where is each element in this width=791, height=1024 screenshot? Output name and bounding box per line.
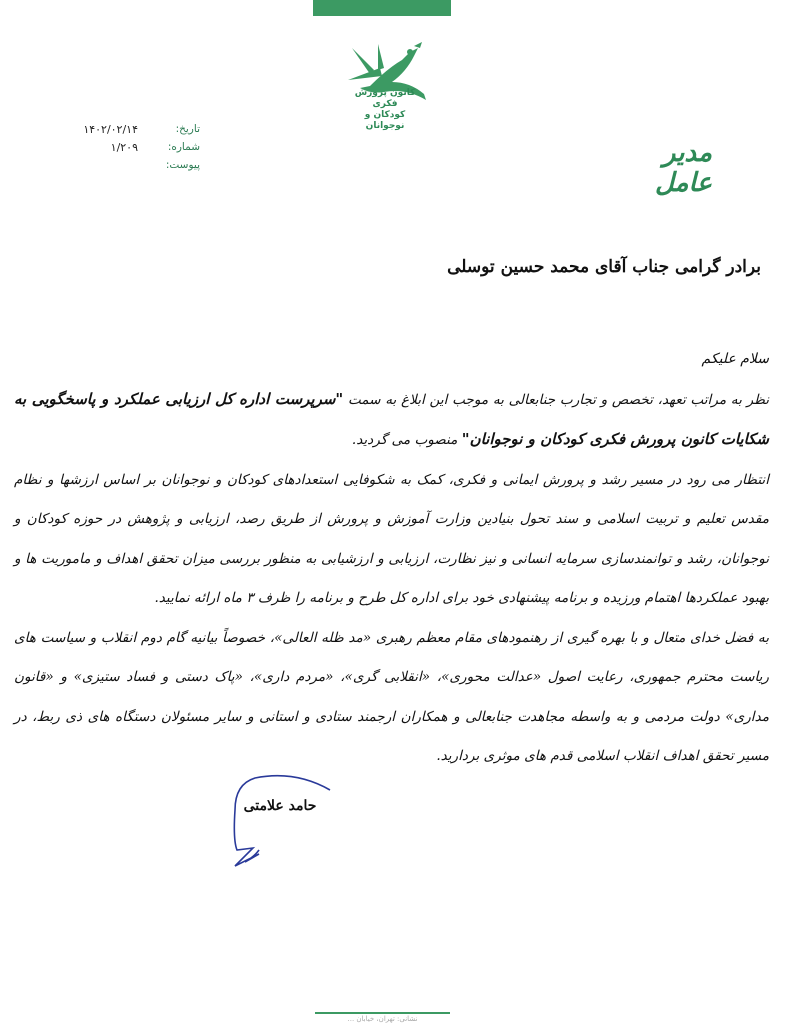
organization-name-line1: کانون پرورش فکری (354, 88, 416, 109)
meta-date-label: تاریخ: (175, 123, 200, 135)
appointment-intro: نظر به مراتب تعهد، تخصص و تجارب جنابعالی به موجب این ابلاغ به سمت (343, 391, 769, 408)
meta-date-value: ۱۴۰۲/۰۲/۱۴ (83, 122, 138, 136)
meta-number (30, 138, 200, 156)
organization-name-line2: کودکان و نوجوانان (364, 110, 406, 131)
greeting: سلام علیکم (701, 351, 769, 367)
signature-scribble-icon (215, 770, 345, 870)
paragraph-closing: به فضل خدای متعال و با بهره گیری از رهنمودهای مقام معظم رهبری «مد ظله العالی»، خصوصاً بیانیه گام دوم انقلاب و سیاست های ریاست محترم جمهوری، رعایت اصول «عدالت محوری»، «انقلابی گری»، «مردم داری»، «پاک دستی و فساد ستیزی» و «قانون مداری» دولت مردمی و به واسطه مجاهدت جنابعالی و همکاران ارجمند ستادی و استانی و سایر مسئولان دستگاه های ذی ربط، در مسیر تحقق اهداف انقلاب اسلامی قدم های موثری بردارید. (14, 629, 769, 764)
meta-date (30, 120, 200, 138)
paragraph-expectations: انتظار می رود در مسیر رشد و پرورش ایمانی و فکری، کمک به شکوفایی استعدادهای کودکان و نوجوانان بر اساس ارزشها و نظام مقدس تعلیم و تربیت اسلامی و سند تحول بنیادین وزارت آموزش و پرورش از طریق رصد، ارزیابی و پژوهش در حوزه کودکان و نوجوانان، رشد و توانمندسازی سرمایه انسانی و نیز نظارت، ارزیابی و ارزشیابی به منظور بررسی میزان تحقق اهداف و ماموریت ها و بهبود عملکردها اهتمام ورزیده و برنامه پیشنهادی خود برای اداره کل طرح و برنامه را ظرف ۳ ماه ارائه نمایید. (14, 471, 769, 606)
letter-meta (30, 120, 200, 174)
meta-attachment-label: پیوست: (165, 159, 200, 171)
appointment-position: "سرپرست اداره کل ارزیابی عملکرد و پاسخگویی به شکایات کانون پرورش فکری کودکان و نوجوانان" (14, 389, 769, 448)
footer-divider (315, 1012, 450, 1014)
signatory-name: حامد علامتی (243, 798, 317, 814)
paragraph-appointment (14, 380, 769, 461)
letterhead-top-bar (313, 0, 451, 16)
meta-number-label: شماره: (167, 141, 200, 153)
role-title: مدیر عامل (654, 138, 712, 198)
meta-attachment (30, 156, 200, 174)
letter-body (14, 340, 769, 777)
footer-address: نشانی: تهران، خیابان ... (347, 1015, 418, 1023)
organization-name (345, 88, 425, 132)
recipient: برادر گرامی جناب آقای محمد حسین توسلی (447, 257, 761, 277)
appointment-end: منصوب می گردید. (351, 432, 462, 448)
meta-number-value: ۱/۲۰۹ (110, 140, 138, 154)
